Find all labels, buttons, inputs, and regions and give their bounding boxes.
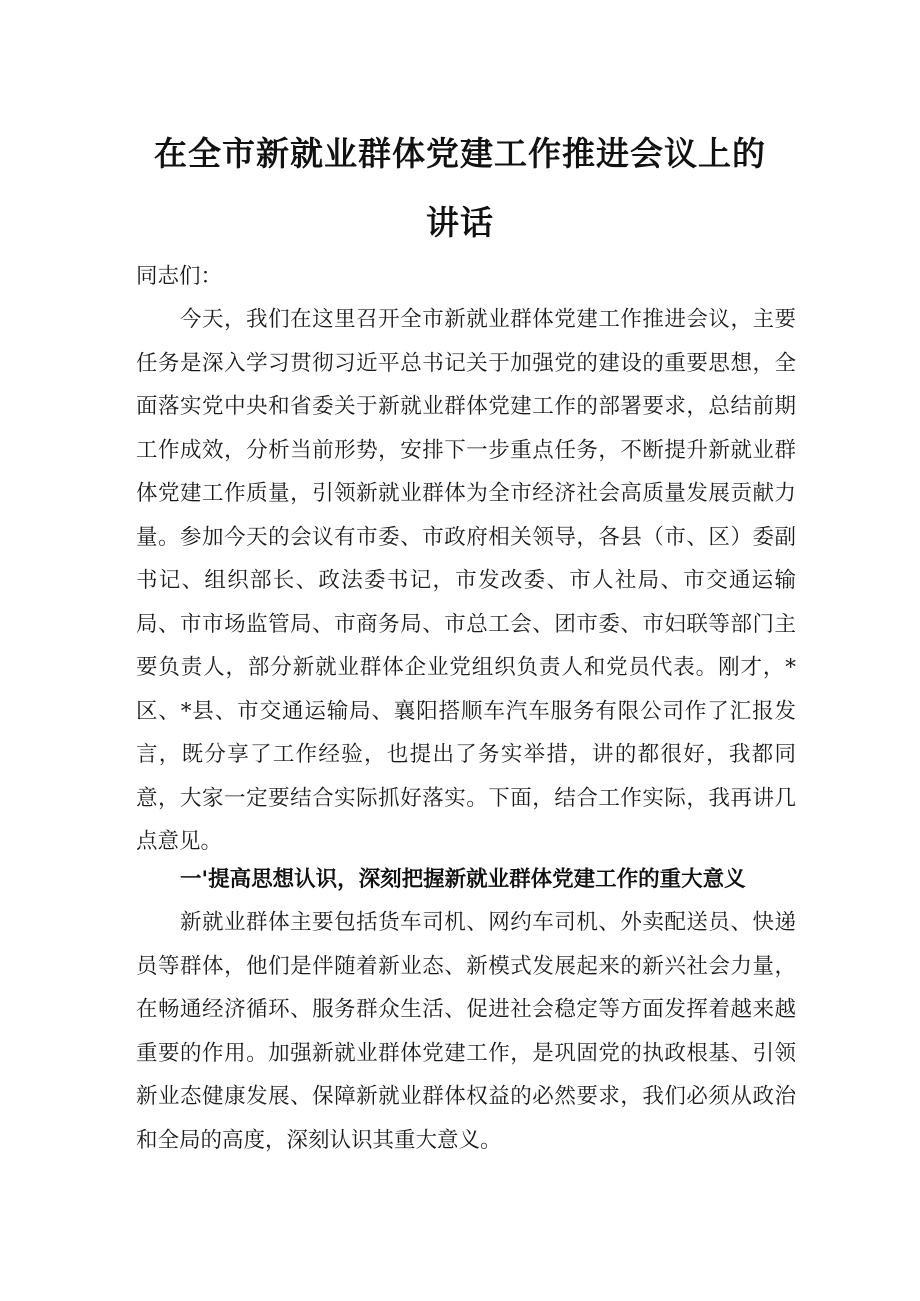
opening-paragraph: 今天，我们在这里召开全市新就业群体党建工作推进会议，主要任务是深入学习贯彻习近平总书记关于加强党的建设的重要思想，全面落实党中央和省委关于新就业群体党建工作的部署要求，总结前期工作成效，分析当前形势，安排下一步重点任务，不断提升新就业群体党建工作质量，引领新就业群体为全市经济社会高质量发展贡献力量。参加今天的会议有市委、市政府相关领导，各县（市、区）委副书记、组织部长、政法委书记，市发改委、市人社局、市交通运输局、市市场监管局、市商务局、市总工会、团市委、市妇联等部门主要负责人，部分新就业群体企业党组织负责人和党员代表。刚才，*区、*县、市交通运输局、襄阳搭顺车汽车服务有限公司作了汇报发言，既分享了工作经验，也提出了务实举措，讲的都很好，我都同意，大家一定要结合实际抓好落实。下面，结合工作实际，我再讲几点意见。: [136, 307, 796, 854]
document-title-line1: 在全市新就业群体党建工作推进会议上的: [154, 134, 766, 173]
salutation: 同志们：: [136, 264, 223, 289]
section-1-paragraph: 新就业群体主要包括货车司机、网约车司机、外卖配送员、快递员等群体，他们是伴随着新业态、新模式发展起来的新兴社会力量，在畅通经济循环、服务群众生活、促进社会稳定等方面发挥着越来越重要的作用。加强新就业群体党建工作，是巩固党的执政根基、引领新业态健康发展、保障新就业群体权益的必然要求，我们必须从政治和全局的高度，深刻认识其重大意义。: [136, 910, 796, 1153]
section-heading-1: 一'提高思想认识，深刻把握新就业群体党建工作的重大意义: [180, 867, 746, 892]
document-title-line2: 讲话: [426, 203, 494, 242]
